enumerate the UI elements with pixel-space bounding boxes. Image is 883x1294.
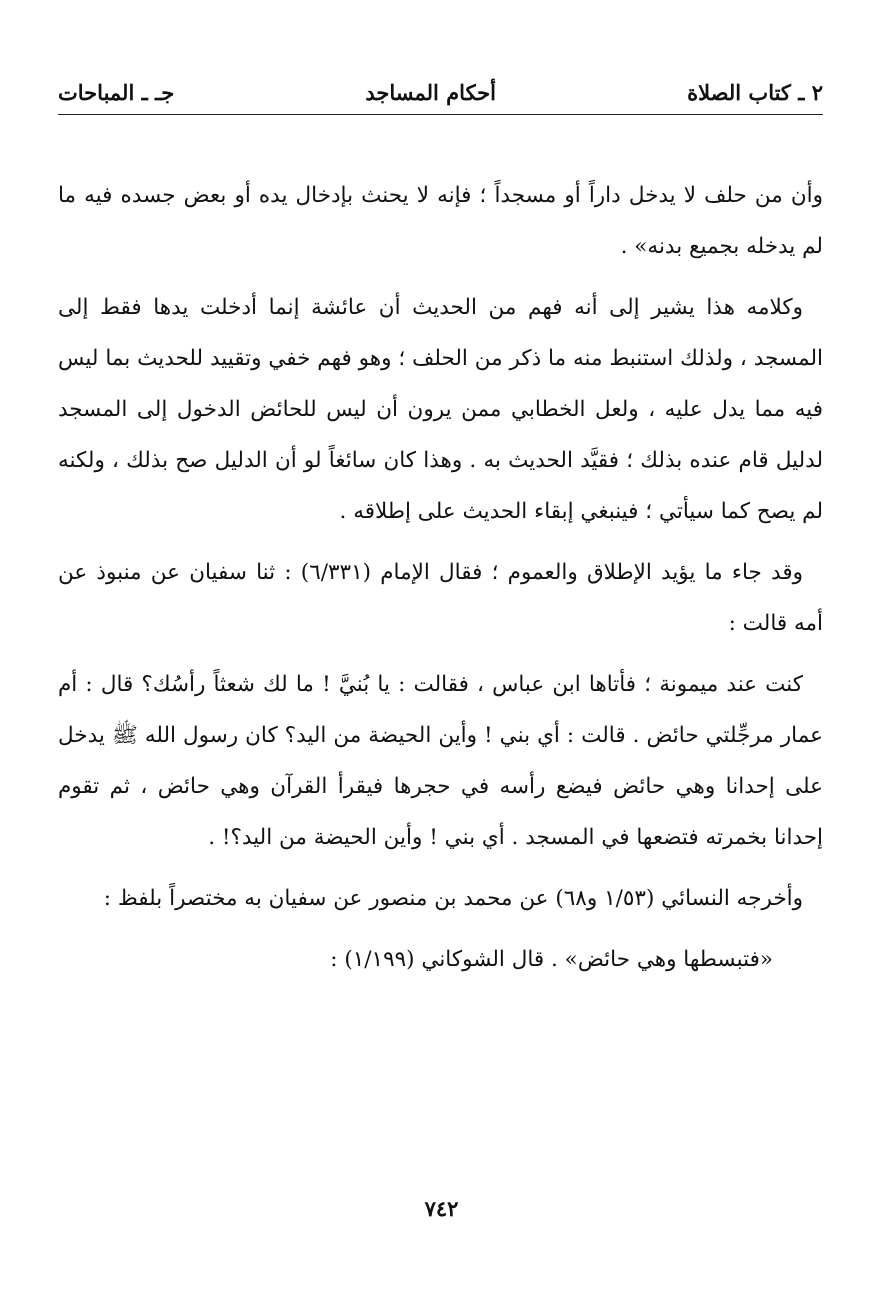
paragraph-6: «فتبسطها وهي حائض» . قال الشوكاني (١/١٩٩) : bbox=[330, 947, 773, 972]
header-divider bbox=[58, 114, 823, 115]
header-chapter: ٢ ـ كتاب الصلاة bbox=[687, 79, 823, 105]
paragraph-2: وكلامه هذا يشير إلى أنه فهم من الحديث أن عائشة إنما أدخلت يدها فقط إلى المسجد ، ولذلك استنبط منه ما ذكر من الحلف ؛ وهو فهم خفي وتقييد للحديث بما ليس فيه مما يدل عليه ، ولعل الخطابي ممن يرون أن ليس للحائض الدخول إلى المسجد لدليل قام عنده بذلك ؛ فقيَّد الحديث به . وهذا كان سائغاً لو أن الدليل صح بذلك ، ولكنه لم يصح كما سيأتي ؛ فينبغي إبقاء الحديث على إطلاقه . bbox=[58, 295, 823, 524]
header-section: أحكام المساجد bbox=[365, 79, 496, 105]
paragraph-4: كنت عند ميمونة ؛ فأتاها ابن عباس ، فقالت : يا بُنيَّ ! ما لك شعثاً رأسُك؟ قال : أم عمار مرجِّلتي حائض . قالت : أي بني ! وأين الحيضة من اليد؟ كان رسول الله ﷺ يدخل على إحدانا وهي حائض فيضع رأسه في حجرها فيقرأ القرآن وهي حائض ، ثم تقوم إحدانا بخمرته فتضعها في المسجد . أي بني ! وأين الحيضة من اليد؟! . bbox=[58, 672, 823, 850]
paragraph-1: وأن من حلف لا يدخل داراً أو مسجداً ؛ فإنه لا يحنث بإدخال يده أو بعض جسده فيه ما لم يدخله بجميع بدنه» . bbox=[58, 183, 823, 259]
page-number: ٧٤٢ bbox=[424, 1196, 459, 1221]
header-subsection: جـ ـ المباحات bbox=[58, 79, 175, 105]
paragraph-5: وأخرجه النسائي (١/٥٣ و٦٨) عن محمد بن منصور عن سفيان به مختصراً بلفظ : bbox=[103, 886, 803, 911]
running-header bbox=[58, 74, 823, 110]
page-body bbox=[58, 170, 823, 995]
paragraph-3: وقد جاء ما يؤيد الإطلاق والعموم ؛ فقال الإمام (٦/٣٣١) : ثنا سفيان عن منبوذ عن أمه قالت : bbox=[58, 560, 823, 636]
